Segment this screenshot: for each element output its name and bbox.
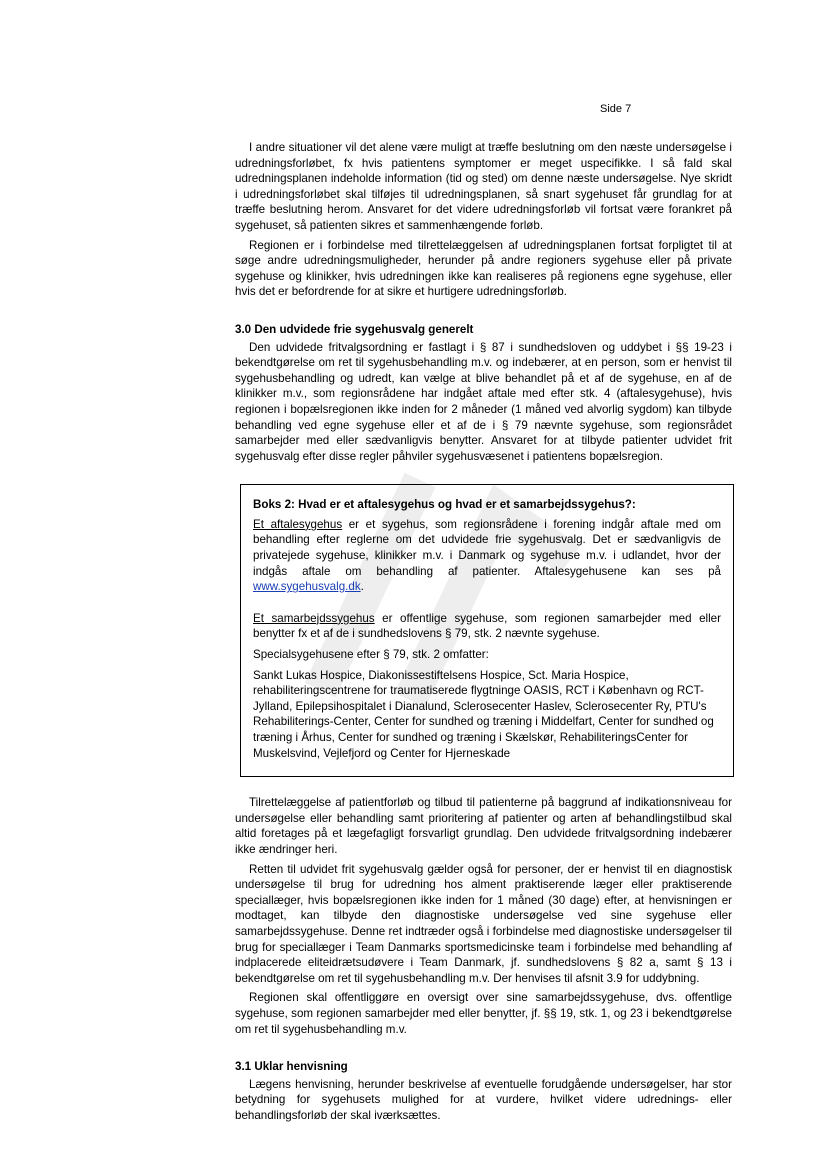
- section-3-0-paragraph: Den udvidede fritvalgsordning er fastlagt i § 87 i sundhedsloven og uddybet i §§ 19-23 i bekendtgørelse om ret til sygehusbehandling m.v. og indebærer, at en person, som er henvist til sygehusbehandling og udredt, kan vælge at blive behandlet på et af de sygehuse, en af de klinikker m.v., som regionsrådene har indgået aftale med efter stk. 4 (aftalesygehuse), hvis regionen i bopælsregionen ikke inden for 2 måneder (1 måned ved alvorlig sygdom) kan tilbyde behandling ved egne sygehuse eller et af de i § 79 nævnte sygehuse, som regionsrådet samarbejder med eller sædvanligvis benytter. Ansvaret for at tilbyde patienter udvidet frit sygehusvalg efter disse regler påhviler sygehusvæsenet i patientens bopælsregion.: [235, 340, 732, 463]
- page-number: Side 7: [600, 103, 632, 115]
- samarbejdssygehus-text: er offentlige sygehuse, som regionen samarbejder med eller benytter fx et af de i sundhedslovens § 79, stk. 2 nævnte sygehuse.: [253, 611, 721, 641]
- section-3-0-heading: 3.0 Den udvidede frie sygehusvalg generelt: [235, 322, 474, 336]
- info-box-2: [240, 484, 734, 777]
- samarbejdssygehus-term: Et samarbejdssygehus: [253, 611, 375, 625]
- box-aftalesygehus-paragraph: [253, 517, 721, 595]
- document-body: [235, 140, 732, 1127]
- sygehusvalg-link[interactable]: www.sygehusvalg.dk: [253, 580, 361, 594]
- box-special-intro: Specialsygehusene efter § 79, stk. 2 omfatter:: [253, 648, 489, 662]
- intro-paragraph-1: I andre situationer vil det alene være muligt at træffe beslutning om den næste undersøgelse i udredningsforløbet, fx hvis patientens symptomer er meget uspecifikke. I så fald skal udredningsplanen indeholde information (tid og sted) om denne næste undersøgelse. Nye skridt i udredningsforløbet skal tilføjes til udredningsplanen, så snart sygehuset får grundlag for at træffe beslutning herom. Ansvaret for det videre udredningsforløb vil fortsat være forankret på sygehuset, så patienten sikres et sammenhængende forløb.: [235, 141, 732, 232]
- after-box-paragraph-1: Tilrettelæggelse af patientforløb og tilbud til patienterne på baggrund af indikationsniveau for undersøgelse eller behandling samt prioritering af patienter og arten af behandlingstilbud skal altid foretages på et lægefagligt forsvarligt grundlag. Den udvidede fritvalgsordning indebærer ikke ændringer heri.: [235, 796, 732, 856]
- after-box-paragraph-2: Retten til udvidet frit sygehusvalg gælder også for personer, der er henvist til en diagnostisk undersøgelse til brug for udredning hos alment praktiserende læger eller praktiserende speciallæger, hvis bopælsregionen ikke inden for 1 måned (30 dage) efter, at henvisningen er modtaget, kan tilbyde den diagnostiske undersøgelse ved sine sygehuse eller samarbejdssygehuse. Denne ret indtræder også i forbindelse med diagnostiske undersøgelser til brug for speciallæger i Team Danmarks sportsmedicinske team i forbindelse med behandling af indplacerede eliteidrætsudøvere i Team Danmark, jf. sundhedslovens § 82 a, samt § 13 i bekendtgørelse om ret til sygehusbehandling m.v. Der henvises til afsnit 3.9 for uddybning.: [235, 862, 732, 985]
- box-samarbejdssygehus-paragraph: [253, 611, 721, 642]
- section-3-1-heading: 3.1 Uklar henvisning: [235, 1060, 348, 1074]
- after-box-paragraph-3: Regionen skal offentliggøre en oversigt over sine samarbejdssygehuse, dvs. offentlige sygehuse, som regionen samarbejder med eller benytter, jf. §§ 19, stk. 1, og 23 i bekendtgørelse om ret til sygehusbehandling m.v.: [235, 991, 732, 1036]
- box-special-list: Sankt Lukas Hospice, Diakonissestiftelsens Hospice, Sct. Maria Hospice, rehabiliteringscentrene for traumatiserede flygtninge OASIS, RCT i København og RCT-Jylland, Epilepsihospitalet i Dianalund, Sclerosecenter Haslev, Sclerosecenter Ry, PTU's Rehabiliterings-Center, Center for sundhed og træning i Middelfart, Center for sundhed og træning i Århus, Center for sundhed og træning i Skælskør, RehabiliteringsCenter for Muskelsvind, Vejlefjord og Center for Hjerneskade: [253, 668, 714, 760]
- aftalesygehus-term: Et aftalesygehus: [253, 517, 343, 531]
- intro-paragraph-2: Regionen er i forbindelse med tilrettelæggelsen af udredningsplanen fortsat forpligtet til at søge andre udredningsmuligheder, herunder på andre regioners sygehuse eller på private sygehuse og klinikker, hvis udredningen ikke kan realiseres på regionens egne sygehuse, eller hvis det er befordrende for at sikre et hurtigere udredningsforløb.: [235, 238, 732, 299]
- section-3-1-paragraph: Lægens henvisning, herunder beskrivelse af eventuelle forudgående undersøgelser, har stor betydning for sygehusets mulighed for at vurdere, hvilket videre udrednings- eller behandlingsforløb der skal iværksættes.: [235, 1077, 732, 1122]
- aftalesygehus-text: er et sygehus, som regionsrådene i forening indgår aftale med om behandling efter reglerne om det udvidede frie sygehusvalg. Det er sædvanligvis de privatejede sygehuse, klinikker m.v. i Danmark og sygehuse m.v. i udlandet, hvor der indgås aftale om behandling af patienter. Aftalesygehusene kan ses på: [253, 517, 721, 578]
- aftalesygehus-end: .: [360, 580, 364, 594]
- box-title: Boks 2: Hvad er et aftalesygehus og hvad er et samarbejdssygehus?:: [253, 498, 636, 512]
